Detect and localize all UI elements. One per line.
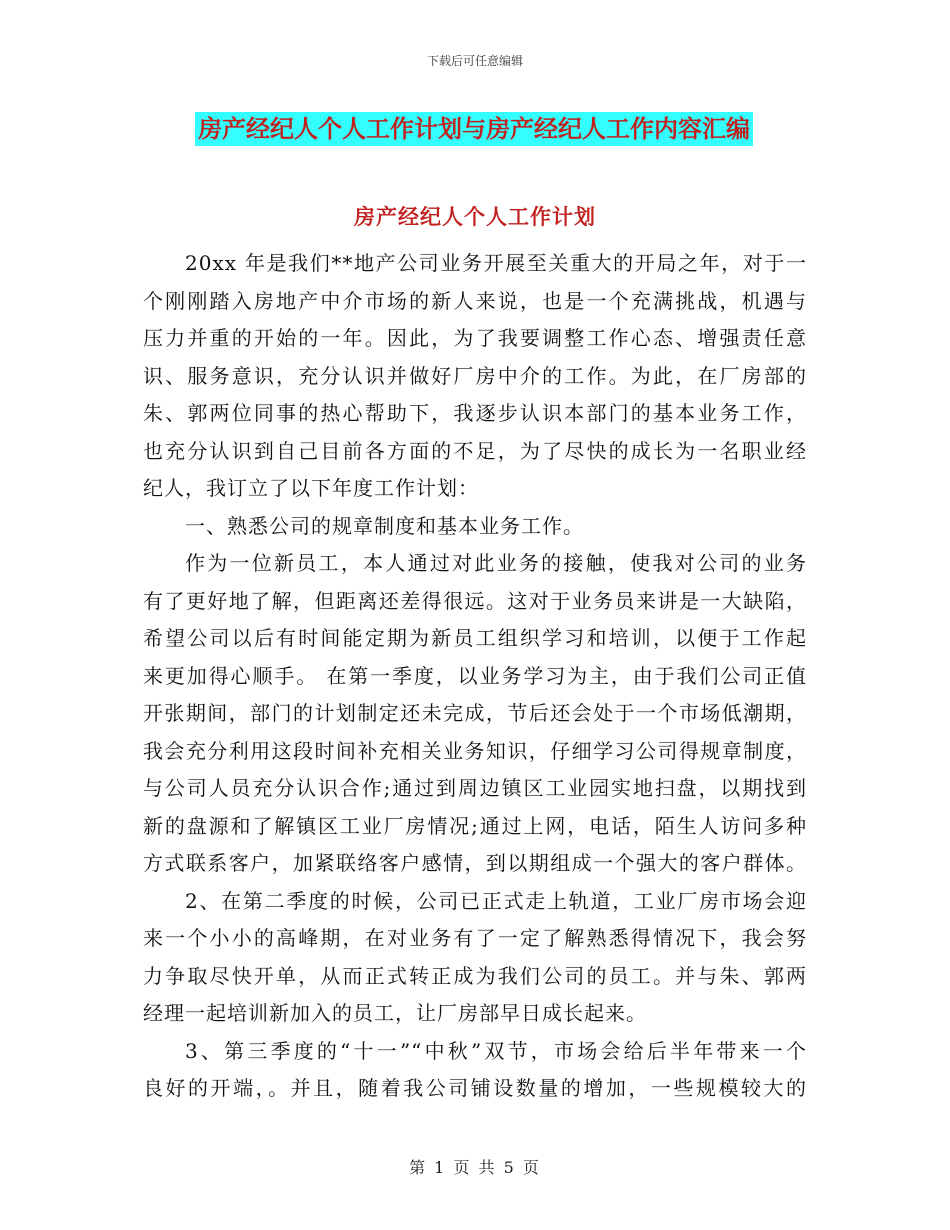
document-title: 房产经纪人个人工作计划与房产经纪人工作内容汇编 [195, 112, 753, 146]
paragraph-line: 2、在第二季度的时候，公司已正式走上轨道，工业厂房市场会迎 [185, 888, 807, 913]
page-number-footer: 第 1 页 共 5 页 [409, 1158, 541, 1177]
paragraph-line: 3、第三季度的“十一”“中秋”双节，市场会给后半年带来一个 [185, 1038, 807, 1063]
body-text [143, 245, 807, 1108]
paragraph-line: 力争取尽快开单，从而正式转正成为我们公司的员工。并与朱、郭两 [143, 963, 807, 988]
paragraph-line: 个刚刚踏入房地产中介市场的新人来说，也是一个充满挑战，机遇与 [143, 288, 807, 313]
paragraph-line: 经理一起培训新加入的员工，让厂房部早日成长起来。 [143, 1001, 647, 1025]
paragraph-line: 来更加得心顺手。 在第一季度，以业务学习为主，由于我们公司正值 [143, 663, 807, 688]
paragraph-line: 与公司人员充分认识合作;通过到周边镇区工业园实地扫盘，以期找到 [143, 776, 807, 800]
paragraph-line: 压力并重的开始的一年。因此，为了我要调整工作心态、增强责任意 [143, 326, 807, 350]
paragraph-line: 来一个小小的高峰期，在对业务有了一定了解熟悉得情况下，我会努 [143, 926, 807, 950]
paragraph-line: 也充分认识到自己目前各方面的不足，为了尽快的成长为一名职业经 [143, 438, 807, 463]
paragraph-line: 我会充分利用这段时间补充相关业务知识，仔细学习公司得规章制度， [143, 738, 807, 763]
header-note: 下载后可任意编辑 [426, 54, 523, 68]
paragraph-line: 开张期间，部门的计划制定还未完成，节后还会处于一个市场低潮期， [143, 701, 807, 725]
list-heading: 一、熟悉公司的规章制度和基本业务工作。 [185, 513, 584, 538]
paragraph-line: 作为一位新员工，本人通过对此业务的接触，使我对公司的业务 [185, 551, 807, 575]
paragraph-line: 希望公司以后有时间能定期为新员工组织学习和培训，以便于工作起 [143, 626, 807, 650]
paragraph-line: 新的盘源和了解镇区工业厂房情况;通过上网，电话，陌生人访问多种 [143, 813, 807, 838]
paragraph-line: 方式联系客户，加紧联络客户感情，到以期组成一个强大的客户群体。 [143, 851, 807, 875]
paragraph-line: 有了更好地了解，但距离还差得很远。这对于业务员来讲是一大缺陷， [143, 588, 807, 613]
paragraph-line: 纪人，我订立了以下年度工作计划： [143, 476, 479, 500]
paragraph-line: 20xx 年是我们**地产公司业务开展至关重大的开局之年，对于一 [185, 251, 807, 275]
paragraph-line: 朱、郭两位同事的热心帮助下，我逐步认识本部门的基本业务工作， [143, 401, 807, 425]
paragraph-line: 良好的开端，。并且，随着我公司铺设数量的增加，一些规模较大的 [143, 1076, 807, 1100]
paragraph-line: 识、服务意识，充分认识并做好厂房中介的工作。为此，在厂房部的 [143, 363, 807, 388]
section-title: 房产经纪人个人工作计划 [354, 205, 596, 229]
